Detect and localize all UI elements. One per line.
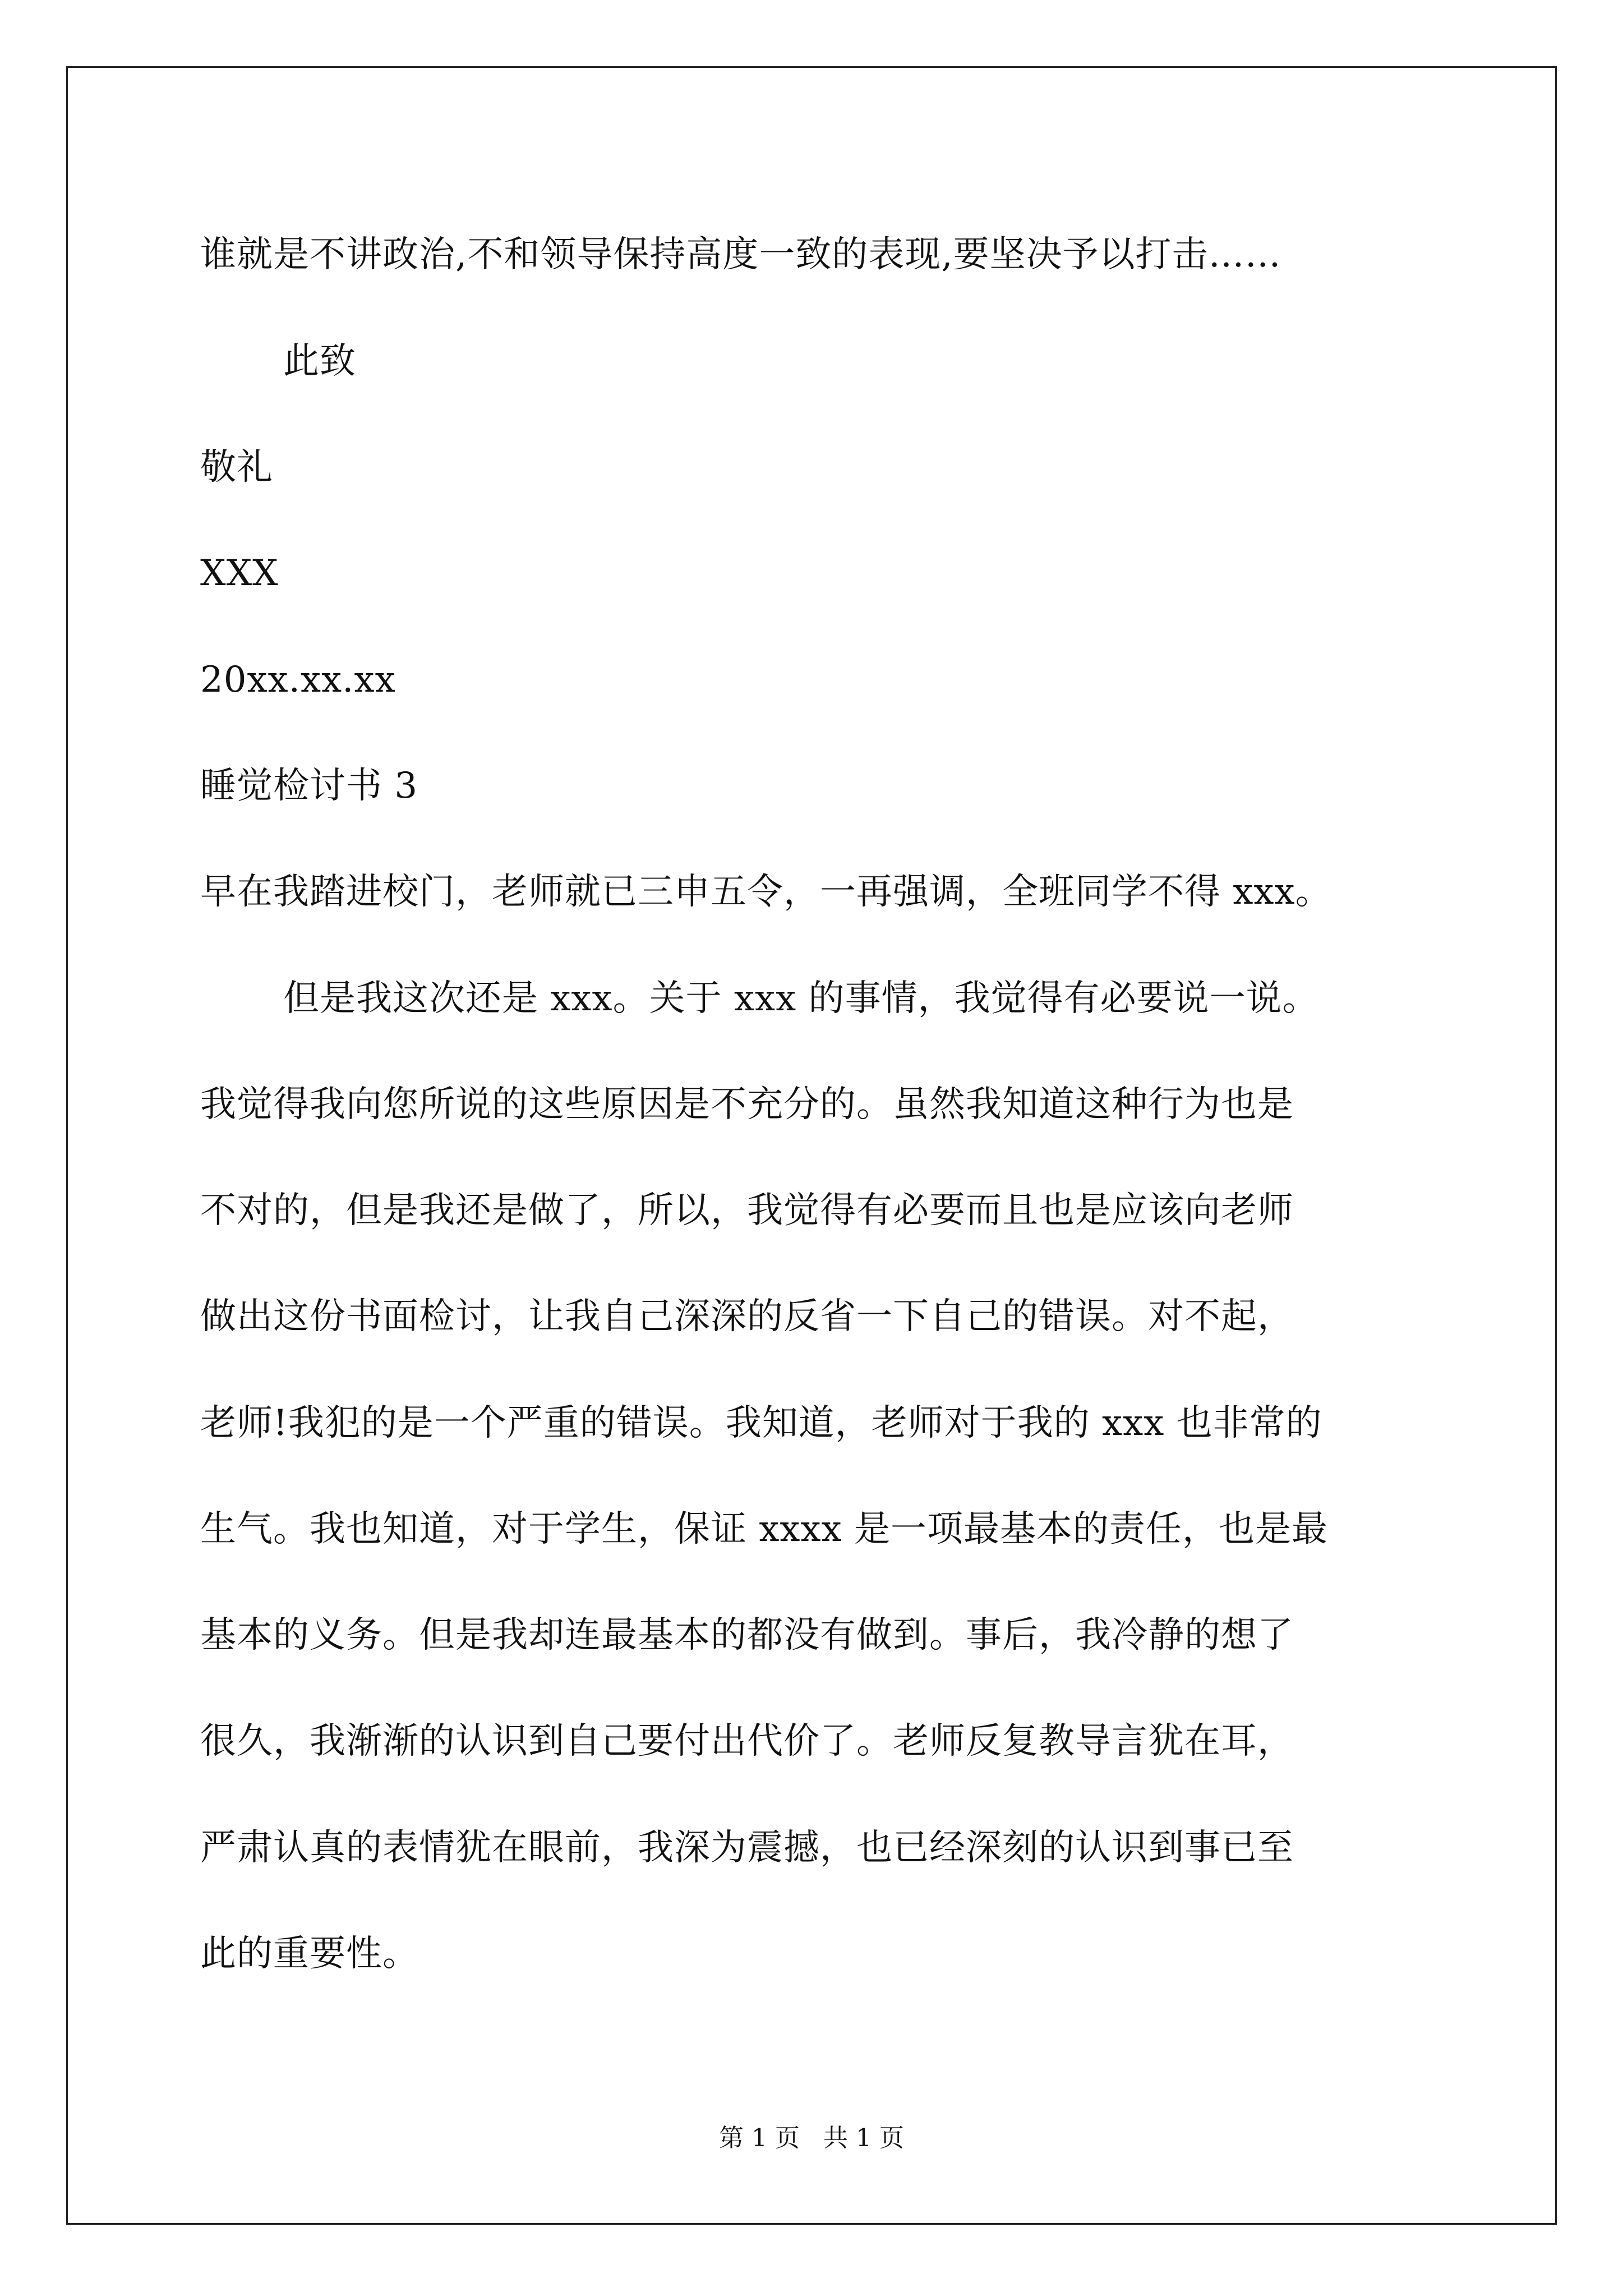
- text-line-1: 谁就是不讲政治,不和领导保持高度一致的表现,要坚决予以打击……: [200, 234, 1281, 275]
- text-line-17: 此的重要性。: [200, 1933, 419, 1975]
- text-line-9: 我觉得我向您所说的这些原因是不充分的。虽然我知道这种行为也是: [200, 1084, 1294, 1125]
- closing-regards: 敬礼: [200, 447, 273, 488]
- page-border: [66, 66, 1557, 2225]
- text-line-14: 基本的义务。但是我却连最基本的都没有做到。事后，我冷静的想了: [200, 1614, 1294, 1656]
- text-line-12: 老师!我犯的是一个严重的错误。我知道，老师对于我的 xxx 也非常的: [200, 1402, 1322, 1444]
- text-line-13: 生气。我也知道，对于学生，保证 xxxx 是一项最基本的责任，也是最: [200, 1508, 1329, 1550]
- signature-date: 20xx.xx.xx: [200, 659, 396, 701]
- text-line-10: 不对的，但是我还是做了，所以，我觉得有必要而且也是应该向老师: [200, 1190, 1294, 1231]
- closing-salutation: 此致: [283, 341, 356, 382]
- section-title: 睡觉检讨书 3: [200, 765, 418, 807]
- text-line-11: 做出这份书面检讨，让我自己深深的反省一下自己的错误。对不起，: [200, 1296, 1294, 1337]
- text-line-8: 但是我这次还是 xxx。关于 xxx 的事情，我觉得有必要说一说。: [283, 978, 1319, 1019]
- text-line-16: 严肃认真的表情犹在眼前，我深为震撼，也已经深刻的认识到事已至: [200, 1827, 1294, 1869]
- signature-name: XXX: [200, 553, 279, 594]
- text-line-7: 早在我踏进校门，老师就已三申五令，一再强调，全班同学不得 xxx。: [200, 871, 1332, 913]
- page-footer: 第 1 页 共 1 页: [719, 2124, 904, 2152]
- text-line-15: 很久，我渐渐的认识到自己要付出代价了。老师反复教导言犹在耳，: [200, 1720, 1294, 1762]
